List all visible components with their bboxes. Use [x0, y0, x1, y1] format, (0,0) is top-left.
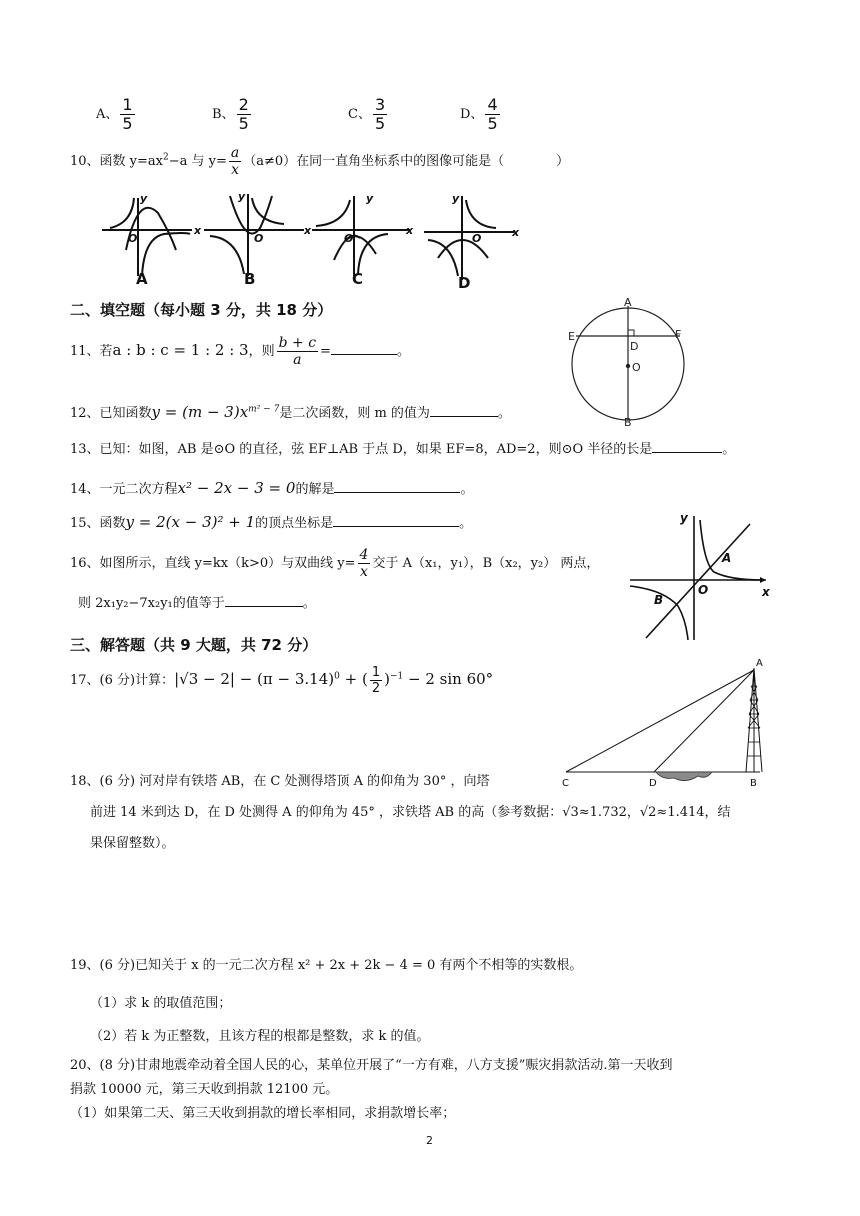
question-20-line-2: 捐款 10000 元，第三天收到捐款 12100 元。 — [70, 1082, 339, 1097]
question-19-part-2: （2）若 k 为正整数，且该方程的根都是整数，求 k 的值。 — [90, 1029, 430, 1044]
circle-label-f: F — [675, 328, 682, 341]
circle-label-b: B — [624, 416, 632, 426]
question-18-line-3: 果保留整数）。 — [90, 836, 175, 851]
graph-d-caption: D — [458, 274, 471, 290]
option-c-fraction: $\frac{3}{5}$ — [374, 95, 386, 133]
hyperbola-figure — [626, 506, 778, 644]
tower-label-b: B — [750, 778, 757, 789]
hyperbola-point-a: A — [722, 551, 732, 565]
graph-c-x-label: x — [406, 224, 414, 237]
option-b-fraction: $\frac{2}{5}$ — [238, 95, 249, 133]
question-17: 17、(6 分)计算：$|√3 - 2| - (\pi - 3.14)^0$ + ( $\frac{1}{2}$ )$^{-1}$ − 2 sin 60° — [70, 665, 494, 696]
q9-option-b: B、 $\frac{2}{5}$ — [212, 95, 249, 133]
circle-label-e: E — [568, 330, 575, 343]
question-16-line-1: 16、如图所示，直线 y=kx（k>0）与双曲线 y= $\frac{4}{x}$ 交于 A（x₁，y₁），B（x₂，y₂） 两点， — [70, 547, 600, 580]
question-13: 13、已知：如图，AB 是⊙O 的直径，弦 EF⊥AB 于点 D，如果 EF=8，AD=2，则⊙O 半径的长是 。 — [70, 442, 736, 457]
q13-answer-blank[interactable] — [652, 440, 722, 453]
question-10: 10、函数 $y=ax^2-a$ 与 y= $\frac{a}{x}$ （a≠0）在同一直角坐标系中的图像可能是（ ） — [70, 145, 570, 178]
q16-fraction: $\frac{4}{x}$ — [359, 547, 369, 580]
page-number: 2 — [426, 1134, 433, 1147]
option-a-fraction: $\frac{1}{5}$ — [122, 95, 133, 133]
tower-label-a: A — [756, 658, 763, 669]
question-15: 15、函数y = 2(x − 3)² + 1的顶点坐标是 。 — [70, 513, 473, 531]
q15-answer-blank[interactable] — [333, 514, 459, 527]
hyperbola-y-label: y — [680, 511, 688, 525]
question-18-line-2: 前进 14 米到达 D，在 D 处测得 A 的仰角为 45° ，求铁塔 AB 的高（参考数据：√3≈1.732，√2≈1.414，结 — [90, 805, 731, 820]
q16-answer-blank[interactable] — [225, 594, 303, 607]
graph-c-caption: C — [352, 270, 364, 288]
section-3-heading: 三、解答题（共 9 大题，共 72 分） — [70, 636, 318, 654]
option-d-fraction: $\frac{4}{5}$ — [487, 95, 498, 133]
circle-label-o: O — [632, 361, 641, 374]
graph-c-origin: O — [344, 232, 354, 245]
q9-option-a: A、 $\frac{1}{5}$ — [96, 95, 133, 133]
tower-figure — [554, 656, 784, 792]
q10-fraction: $\frac{a}{x}$ — [230, 145, 240, 178]
question-20-line-1: 20、(8 分)甘肃地震牵动着全国人民的心，某单位开展了“一方有难，八方支援”赈灾捐款活动.第一天收到 — [70, 1058, 673, 1073]
graph-a-caption: A — [136, 270, 148, 288]
q9-option-d: D、 $\frac{4}{5}$ — [460, 95, 498, 133]
q11-fraction: $\frac{b + c}{a}$ — [278, 335, 317, 368]
hyperbola-point-b: B — [654, 593, 664, 607]
graph-b-x-label: x — [304, 224, 312, 237]
circle-label-d: D — [630, 340, 639, 353]
section-2-heading: 二、填空题（每小题 3 分，共 18 分） — [70, 301, 333, 319]
graph-c — [312, 196, 410, 276]
graph-b-y-label: y — [238, 190, 246, 203]
graph-d-origin: O — [472, 232, 482, 245]
graph-a-x-label: x — [194, 224, 202, 237]
circle-figure — [566, 296, 696, 426]
q9-option-c: C、 $\frac{3}{5}$ — [348, 95, 386, 133]
question-19-part-1: （1）求 k 的取值范围； — [90, 996, 232, 1011]
graph-d — [424, 196, 514, 280]
graph-b-origin: O — [254, 232, 264, 245]
graph-d-y-label: y — [452, 192, 460, 205]
hyperbola-x-label: x — [762, 585, 770, 599]
tower-label-c: C — [562, 778, 569, 789]
q10-graphs — [98, 188, 528, 290]
hyperbola-origin: O — [698, 583, 709, 597]
river-shape — [656, 772, 712, 781]
graph-d-x-label: x — [512, 226, 520, 239]
q14-answer-blank[interactable] — [334, 480, 460, 493]
graph-c-y-label: y — [366, 192, 374, 205]
tower-label-d: D — [649, 778, 657, 789]
question-16-line-2: 则 2x₁y₂−7x₂y₁的值等于 。 — [78, 596, 316, 611]
graph-b-caption: B — [244, 270, 256, 288]
question-18-line-1: 18、(6 分) 河对岸有铁塔 AB，在 C 处测得塔顶 A 的仰角为 30° ，向塔 — [70, 774, 490, 789]
graph-a — [102, 198, 192, 276]
question-12: 12、已知函数$y = (m - 3)x^{m^2 - 7}$是二次函数，则 m 的值为 。 — [70, 403, 511, 421]
graph-a-origin: O — [128, 232, 138, 245]
question-11: 11、若a : b : c = 1 : 2 : 3，则 $\frac{b + c}{a}$ = 。 — [70, 335, 410, 368]
question-20-part-1: （1）如果第二天、第三天收到捐款的增长率相同，求捐款增长率； — [70, 1106, 456, 1121]
graph-a-y-label: y — [140, 192, 148, 205]
question-14: 14、一元二次方程x² − 2x − 3 = 0的解是 。 — [70, 479, 474, 497]
question-19: 19、(6 分)已知关于 x 的一元二次方程 x² + 2x + 2k − 4 = 0 有两个不相等的实数根。 — [70, 958, 583, 973]
circle-label-a: A — [624, 296, 632, 309]
q11-answer-blank[interactable] — [331, 342, 397, 355]
q12-answer-blank[interactable] — [430, 404, 498, 417]
q17-half-fraction: $\frac{1}{2}$ — [371, 665, 381, 696]
